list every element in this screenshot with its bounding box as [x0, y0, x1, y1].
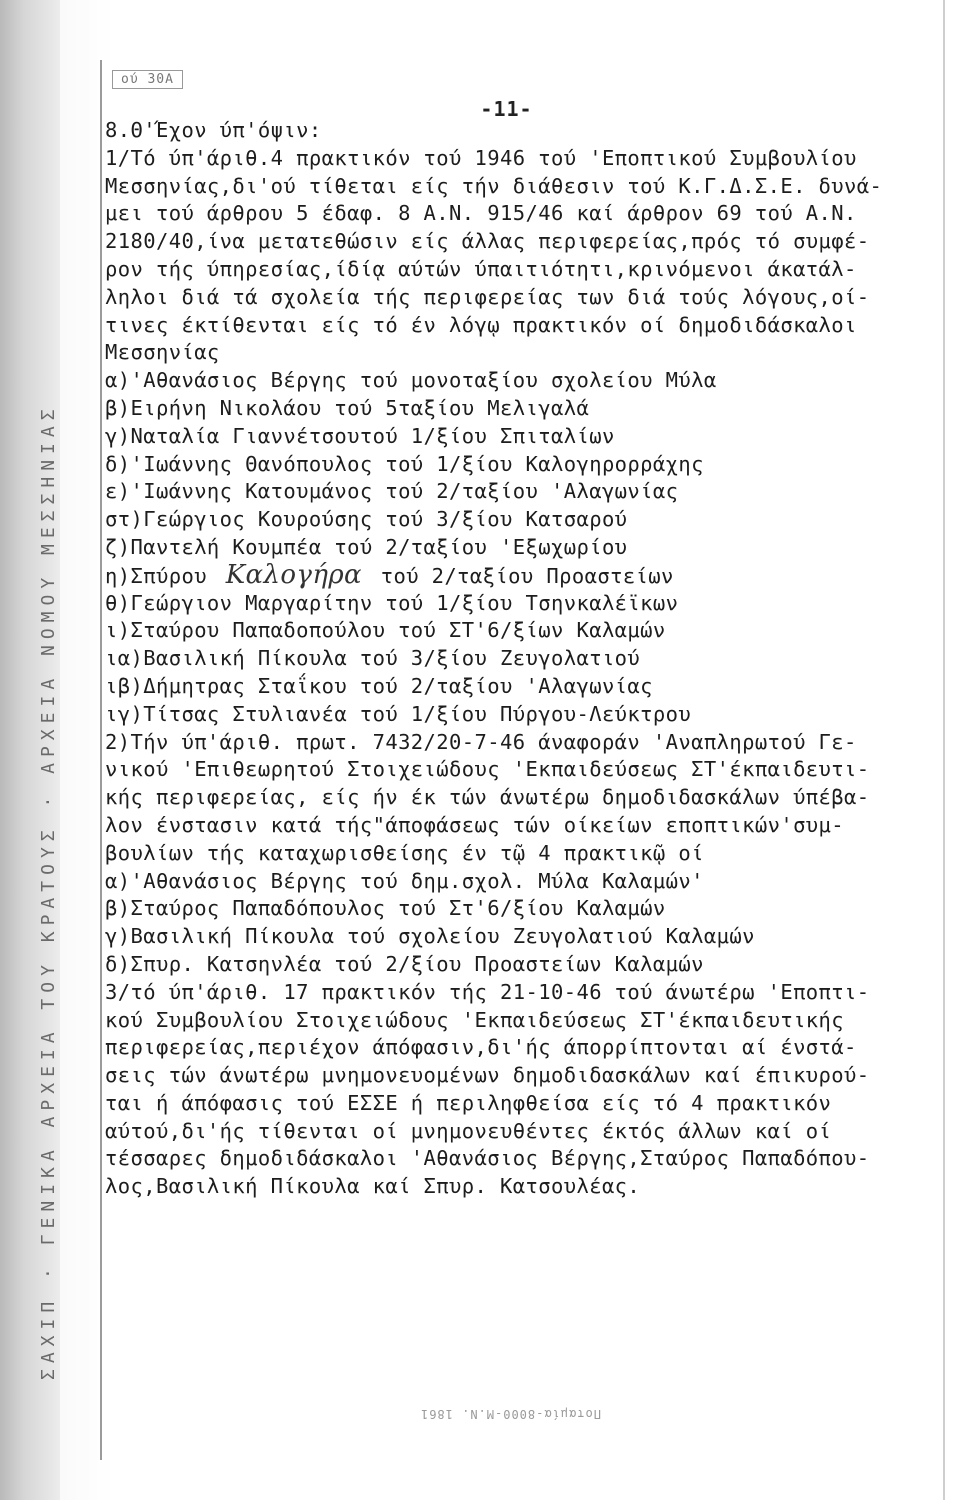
- text-line: μει τού άρθρου 5 έδαφ. 8 Α.Ν. 915/46 καί άρθρον 69 τού Α.Ν.: [105, 201, 857, 226]
- list-item: β)Ειρήνη Νικολάου τού 5ταξίου Μελιγαλά: [105, 395, 590, 420]
- list-item: ι)Σταύρου Παπαδοπούλου τού ΣΤ'6/ξίων Καλαμών: [105, 618, 666, 643]
- list-item: δ)'Ιωάννης Θανόπουλος τού 1/ξίου Καλογηρορράχης: [105, 451, 704, 476]
- handwritten-name: Καλογήρα: [225, 559, 362, 590]
- text-line: περιφερείας,περιέχον άπόφασιν,δι'ής άπορρίπτονται αί ένστά-: [105, 1035, 857, 1060]
- text-line: ται ή άπόφασις τού ΕΣΣΕ ή περιληφθείσα είς τό 4 πρακτικόν: [105, 1090, 832, 1115]
- list-item: ιβ)Δήμητρας Σταΐκου τού 2/ταξίου 'Αλαγωνίας: [105, 673, 653, 698]
- text-line: κής περιφερείας, είς ήν έκ τών άνωτέρω δημοδιδασκάλων ύπέβα-: [105, 785, 870, 810]
- text-line: Μεσσηνίας,δι'ού τίθεται είς τήν διάθεσιν τού Κ.Γ.Δ.Σ.Ε. δυνά-: [105, 173, 883, 198]
- list-item: ε)'Ιωάννης Κατουμάνος τού 2/ταξίου 'Αλαγωνίας: [105, 479, 679, 504]
- text-line: νικού 'Επιθεωρητού Στοιχειώδους 'Εκπαιδεύσεως ΣΤ'έκπαιδευτι-: [105, 757, 870, 782]
- list-item: α)'Αθανάσιος Βέργης τού δημ.σχολ. Μύλα Καλαμών': [105, 868, 704, 893]
- text-line: τέσσαρες δημοδιδάσκαλοι 'Αθανάσιος Βέργης,Σταύρος Παπαδόπου-: [105, 1146, 870, 1171]
- list-item: ια)Βασιλική Πίκουλα τού 3/ξίου Ζευγολατιού: [105, 646, 641, 671]
- text-line: 2)Τήν ύπ'άριθ. πρωτ. 7432/20-7-46 άναφοράν 'Αναπληρωτού Γε-: [105, 729, 857, 754]
- text-line: λος,Βασιλική Πίκουλα καί Σπυρ. Κατσουλέας.: [105, 1174, 641, 1199]
- binding-text: ΣΑΧΙΠ · ΓΕΝΙΚΑ ΑΡΧΕΙΑ ΤΟΥ ΚΡΑΤΟΥΣ · ΑΡΧΕΙΑ ΝΟΜΟΥ ΜΕΣΣΗΝΙΑΣ: [38, 403, 59, 1380]
- text-line: 2180/40,ίνα μετατεθώσιν είς άλλας περιφερείας,πρός τό συμφέ-: [105, 229, 870, 254]
- text-line: ληλοι διά τά σχολεία τής περιφερείας των διά τούς λόγους,οί-: [105, 284, 870, 309]
- text-line: Μεσσηνίας: [105, 340, 220, 365]
- text-line: βουλίων τής καταχωρισθείσης έν τῷ 4 πρακτικῷ οί: [105, 840, 704, 865]
- page-number: -11-: [480, 97, 533, 121]
- typed-text-body: [105, 117, 935, 1201]
- text-line: τινες έκτίθενται είς τό έν λόγῳ πρακτικόν οί δημοδιδάσκαλοι: [105, 312, 857, 337]
- list-item: θ)Γεώργιον Μαργαρίτην τού 1/ξίου Τσηνκαλέϊκων: [105, 590, 679, 615]
- text-line: κού Συμβουλίου Στοιχειώδους 'Εκπαιδεύσεως ΣΤ'έκπαιδευτικής: [105, 1007, 845, 1032]
- text-line: αύτού,δι'ής τίθενται οί μνημονευθέντες έκτός άλλων καί οί: [105, 1118, 832, 1143]
- list-item: γ)Ναταλία Γιαννέτσουτού 1/ξίου Σπιταλίων: [105, 423, 615, 448]
- list-item: α)'Αθανάσιος Βέργης τού μονοταξίου σχολείου Μύλα: [105, 368, 717, 393]
- list-item: [105, 559, 935, 590]
- list-item: β)Σταύρος Παπαδόπουλος τού Στ'6/ξίου Καλαμών: [105, 896, 666, 921]
- edge-rule: [943, 0, 945, 1500]
- list-item: ιγ)Τίτσας Στυλιανέα τού 1/ξίου Πύργου-Λεύκτρου: [105, 701, 692, 726]
- list-item: στ)Γεώργιος Κουρούσης τού 3/ξίου Κατσαρού: [105, 507, 628, 532]
- list-item: δ)Σπυρ. Κατσηνλέα τού 2/ξίου Προαστείων Καλαμών: [105, 951, 704, 976]
- text-line: 3/τό ύπ'άριθ. 17 πρακτικόν τής 21-10-46 τού άνωτέρω 'Εποπτι-: [105, 979, 870, 1004]
- binding-strip: [0, 0, 60, 1500]
- list-item-suffix: τού 2/ταξίου Προαστείων: [380, 563, 674, 588]
- text-line: 1/Τό ύπ'άριθ.4 πρακτικόν τού 1946 τού 'Εποπτικού Συμβουλίου: [105, 145, 857, 170]
- list-item: γ)Βασιλική Πίκουλα τού σχολείου Ζευγολατιού Καλαμών: [105, 924, 755, 949]
- footer-print-mark: Ποταμία-8000-Μ.Ν. 1861: [420, 1407, 601, 1421]
- text-line: ρον τής ύπηρεσίας,ίδίᾳ αύτών ύπαιτιότητι,κρινόμενοι άκατάλ-: [105, 256, 857, 281]
- list-item: ζ)Παντελή Κουμπέα τού 2/ταξίου 'Εξωχωρίου: [105, 534, 628, 559]
- text-line: σεις τών άνωτέρω μνημονευομένων δημοδιδασκάλων καί έπικυρού-: [105, 1063, 870, 1088]
- archive-stamp: ού 30Α: [112, 70, 183, 89]
- list-item-prefix: η)Σπύρου: [105, 563, 207, 588]
- text-line: λον ένστασιν κατά τής"άποφάσεως τών οίκείων εποπτικών'συμ-: [105, 812, 845, 837]
- margin-rule: [100, 60, 102, 1460]
- text-line: 8.Θ'Έχον ύπ'όψιν:: [105, 118, 322, 142]
